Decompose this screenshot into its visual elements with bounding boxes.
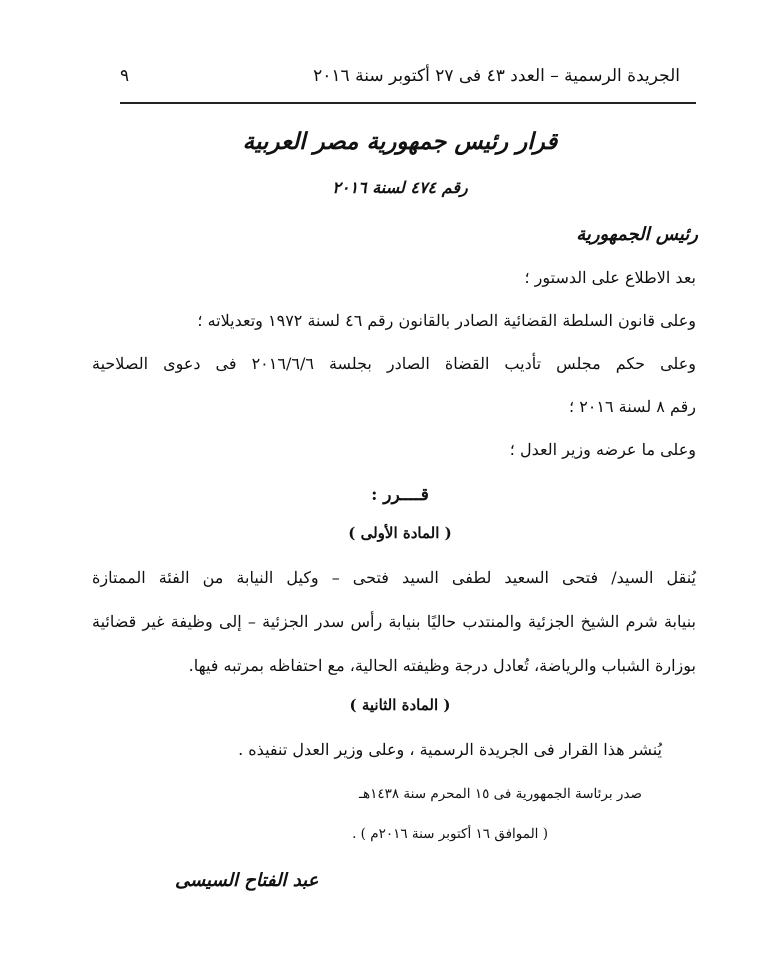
issued-at: صدر برئاسة الجمهورية فى ١٥ المحرم سنة ١٤٣٨هـ bbox=[359, 786, 642, 802]
decree-number: رقم ٤٧٤ لسنة ٢٠١٦ bbox=[332, 178, 468, 197]
header-divider bbox=[120, 102, 696, 104]
corresponding-date: ( الموافق ١٦ أكتوبر سنة ٢٠١٦م ) . bbox=[352, 826, 548, 842]
preamble-line: وعلى ما عرضه وزير العدل ؛ bbox=[509, 440, 696, 459]
signature-name: عبد الفتاح السيسى bbox=[175, 870, 319, 891]
article-1-line: بنيابة شرم الشيخ الجزئية والمنتدب حاليًا بنيابة رأس سدر الجزئية – إلى وظيفة غير قضائية bbox=[92, 612, 696, 631]
article-1-line: بوزارة الشباب والرياضة، تُعادل درجة وظيفته الحالية، مع احتفاظه بمرتبه فيها. bbox=[188, 656, 696, 675]
article-2-heading: ( المادة الثانية ) bbox=[349, 696, 451, 714]
decides-label: قــــرر : bbox=[371, 485, 429, 505]
preamble-line: وعلى قانون السلطة القضائية الصادر بالقانون رقم ٤٦ لسنة ١٩٧٢ وتعديلاته ؛ bbox=[197, 311, 696, 330]
article-1-heading: ( المادة الأولى ) bbox=[348, 524, 452, 542]
article-1-line: يُنقل السيد/ فتحى السعيد لطفى السيد فتحى – وكيل النيابة من الفئة الممتازة bbox=[92, 568, 696, 587]
preamble-line: وعلى حكم مجلس تأديب القضاة الصادر بجلسة ٢٠١٦/٦/٦ فى دعوى الصلاحية bbox=[92, 354, 696, 373]
gazette-info: الجريدة الرسمية – العدد ٤٣ فى ٢٧ أكتوبر سنة ٢٠١٦ bbox=[313, 66, 680, 86]
page-header bbox=[120, 62, 680, 90]
page-number: ٩ bbox=[120, 66, 130, 86]
decree-title: قرار رئيس جمهورية مصر العربية bbox=[242, 128, 558, 155]
president-label: رئيس الجمهورية bbox=[576, 224, 698, 245]
preamble-line: بعد الاطلاع على الدستور ؛ bbox=[524, 268, 696, 287]
article-2-text: يُنشر هذا القرار فى الجريدة الرسمية ، وعلى وزير العدل تنفيذه . bbox=[238, 740, 662, 759]
preamble-line: رقم ٨ لسنة ٢٠١٦ ؛ bbox=[569, 397, 696, 416]
